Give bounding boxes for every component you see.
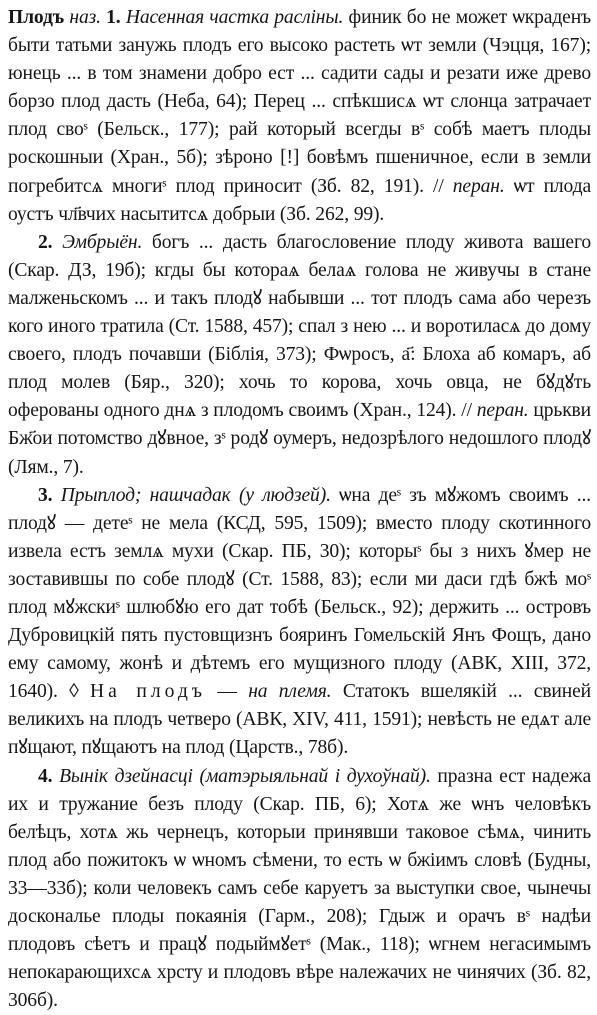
sense-number: 2. — [38, 231, 53, 253]
sense-definition: Эмбрыён. — [62, 231, 143, 253]
part-of-speech: наз. — [69, 7, 101, 28]
sense-citations: богъ ... дасть благословение плоду живота вашего (Скар. ДЗ, 19б); кгды бы котораѧ белаѧ голова не живучы в стане малженьскомъ ... и такъ плодꙋ набывши ... тот плодъ сама або черезъ кого иного тратила (Ст. 1588, 457); спал з нею ... и воротиласѧ до дому своего, плодъ почавши (Біблія, 373); Фѡросъ, а҃: Блоха аб комаръ, аб плод молев (Бяр., 320); хочь то корова, хочь овца, не бꙋдꙋть оферованы одного днѧ з плодомъ своимъ (Хран., 124). // — [8, 231, 591, 422]
sense-4 — [8, 763, 591, 1015]
sense-number: 4. — [38, 765, 53, 787]
phrase-headword: На плодъ — [90, 681, 206, 703]
sense-definition: Вынік дзейнасці (матэрыяльнай і духоўнай). — [59, 765, 431, 787]
sense-citations: финик бо не может ѡкраденъ быти татьми занужь плодъ его высоко растеть ѡт земли (Чэцця, 167); юнець ... в том знамени добро ест ... садити сады и резати иже древо борзо плод дасть (Неба, 64); Перец ... спѣкшисѧ ѡт слонца затрачает плод своˢ (Бельск., 177); рай который всегды вˢ собѣ маетъ плоды роскошныи (Хран., 5б); зѣроно [!] бовѣмъ пшеничное, если в земли погребитсѧ многиˢ плод приносит (Зб. 82, 191). // — [8, 7, 592, 197]
sense-citations: Статокъ вшелякій ... свиней великихъ на плодъ четверо (АВК, XIV, 411, 1591); невѣсть не едѧт але пꙋщают, пꙋщаютъ на плод (Царств., 78б). — [8, 681, 591, 759]
sense-number: 1. — [106, 7, 121, 28]
sense-citations: ѡна деˢ зъ мꙋжомъ своимъ ... плодꙋ — детеˢ не мела (КСД, 595, 1509); вместо плоду скотинного извела естъ землѧ мухи (Скар. ПБ, 30); которыˢ бы з нихъ ꙋмер не зоставившы по собе плодꙋ (Ст. 1588, 83); если ми даси гдѣ бжѣ моˢ плод мꙋжскиˢ шлюбꙋю его дат тобѣ (Бельск., 92); держить ... островъ Дубровицкій пять пустовщизнъ бояринъ Гомельскій Янъ Фощъ, дано ему самому, жонѣ и дѣтемъ его мущизного плоду (АВК, XIII, 372, 1640). ◊ — [8, 484, 591, 703]
sense-citations: празна ест надежа их и тружание безъ плоду (Скар. ПБ, 6); Хотѧ же ѡнъ человѣкъ белѣцъ, хотѧ жь чернецъ, которыи принявши таковое сѣмѧ, чинить плод або пожитокъ ѡ ѡномъ сѣмени, то есть ѡ бжіимъ словѣ (Будны, 33—33б); коли человекъ самъ себе каруетъ за выступки свое, чынечы доскональе плоды покаянія (Гарм., 208); Гдыж и орачъ вˢ надѣи плодовъ сѣетъ и працꙋ подыймꙋетˢ (Мак., 118); ѡгнем негасимымъ непокарающихсѧ хрсту и плодовъ вѣре належачих не чинячих (Зб. 82, 306б). — [8, 765, 591, 1012]
dash: — — [205, 681, 249, 703]
sense-definition: Прыплод; нашчадак (у людзей). — [60, 484, 331, 506]
sense-number: 3. — [38, 484, 53, 506]
sense-citations: црькви Бж҃ои потомство дꙋвное, зˢ родꙋ оумеръ, недозрѣлого недошлого плодꙋ (Лям., 7). — [8, 400, 591, 478]
sense-citations: ѡт плода оустъ чл҃вчих насытитсѧ добрыи (Зб. 262, 99). — [8, 175, 591, 225]
sense-2 — [8, 229, 591, 482]
phrase-definition: на племя. — [248, 681, 332, 703]
sense-definition: Насенная частка расліны. — [125, 7, 344, 28]
figurative-label: перан. — [476, 400, 529, 422]
sense-3 — [8, 482, 591, 763]
sense-1 — [8, 4, 591, 229]
figurative-label: перан. — [452, 175, 505, 197]
headword: Плодъ — [8, 7, 65, 28]
